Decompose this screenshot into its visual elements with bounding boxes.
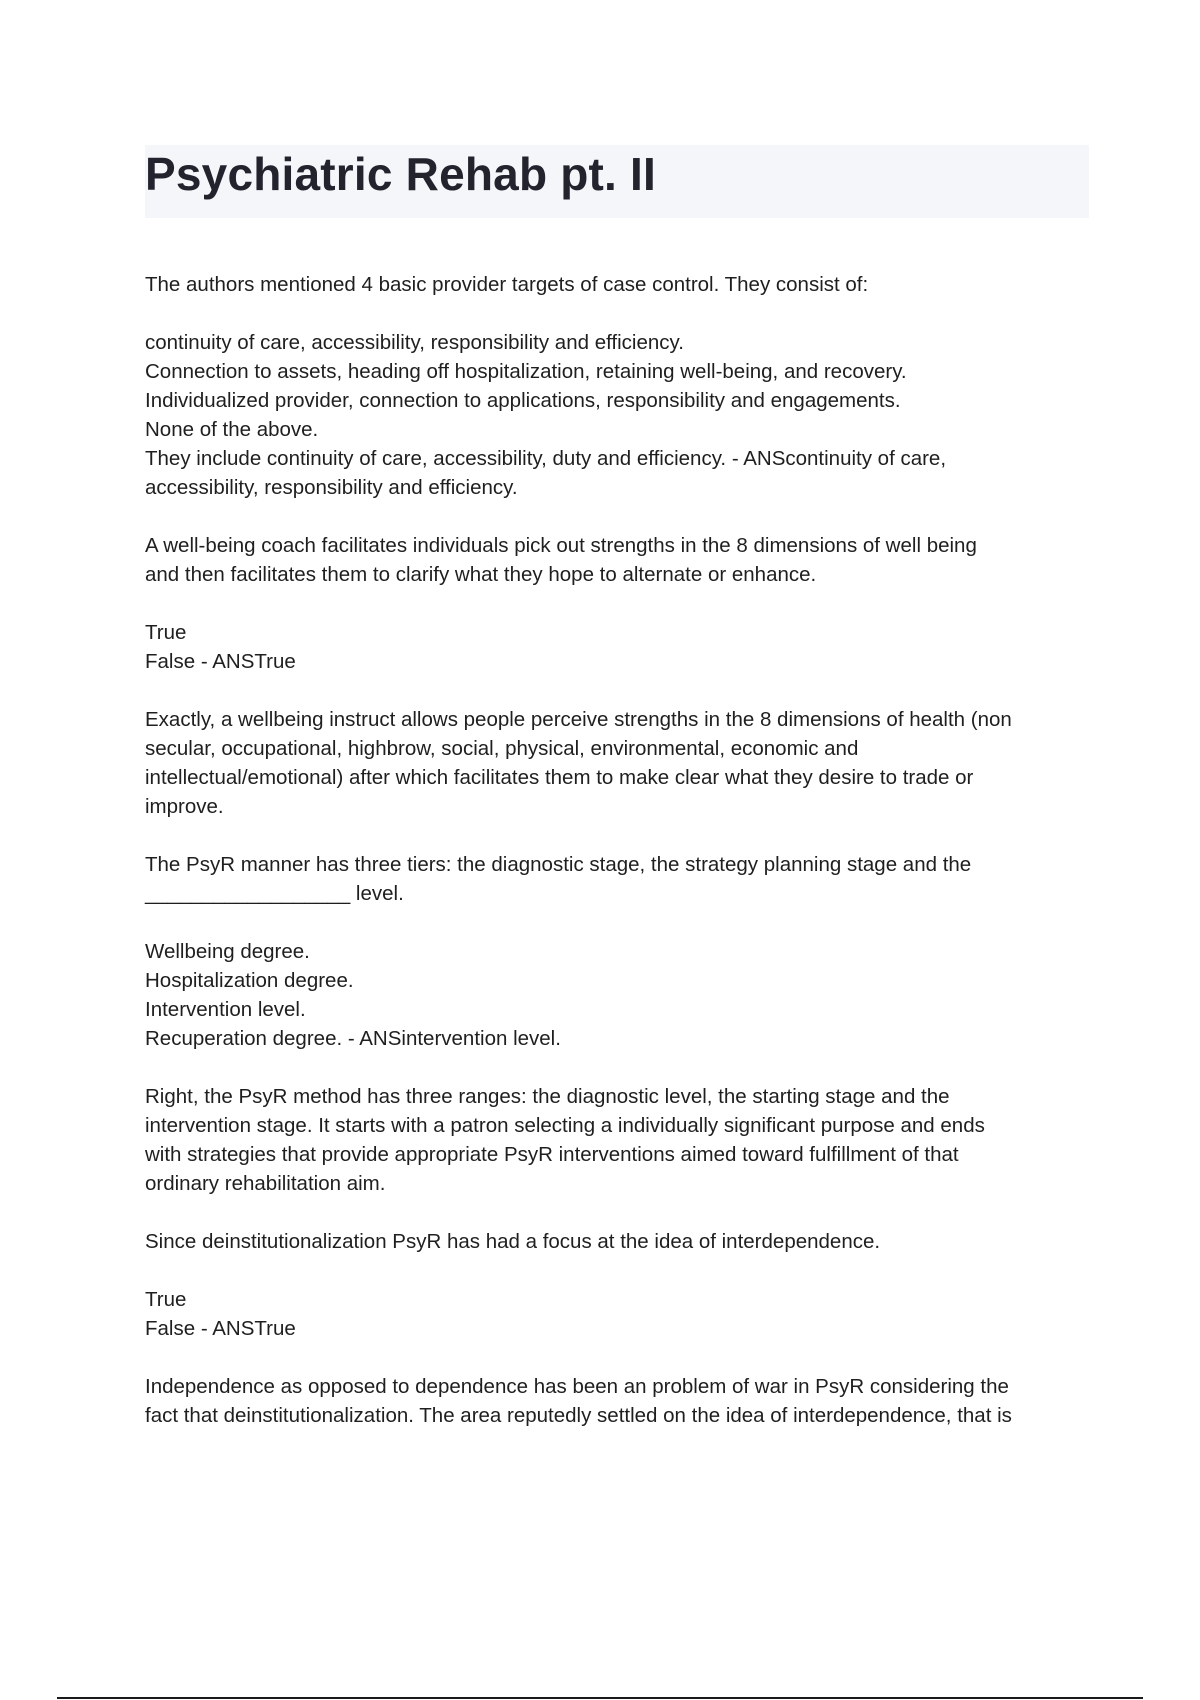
text-line: Intervention level. <box>145 998 306 1021</box>
paragraph <box>145 328 1095 502</box>
text-line: Individualized provider, connection to applications, responsibility and engagements. <box>145 389 901 412</box>
paragraph <box>145 850 1095 908</box>
text-line: Recuperation degree. - ANSintervention level. <box>145 1027 561 1050</box>
text-line: __________________ level. <box>145 882 404 905</box>
text-line: ordinary rehabilitation aim. <box>145 1172 386 1195</box>
bottom-divider <box>57 1697 1143 1699</box>
paragraph <box>145 1285 1095 1343</box>
text-line: secular, occupational, highbrow, social, physical, environmental, economic and <box>145 737 859 760</box>
text-line: The PsyR manner has three tiers: the diagnostic stage, the strategy planning stage and the <box>145 853 972 876</box>
text-line: intellectual/emotional) after which facilitates them to make clear what they desire to trade or <box>145 766 974 789</box>
text-line: True <box>145 621 187 644</box>
page-title: Psychiatric Rehab pt. II <box>145 148 656 200</box>
text-line: intervention stage. It starts with a patron selecting a individually significant purpose and ends <box>145 1114 985 1137</box>
text-line: None of the above. <box>145 418 319 441</box>
text-line: Right, the PsyR method has three ranges: the diagnostic level, the starting stage and the <box>145 1085 950 1108</box>
text-line: True <box>145 1288 187 1311</box>
text-line: Since deinstitutionalization PsyR has had a focus at the idea of interdependence. <box>145 1230 881 1253</box>
text-line: and then facilitates them to clarify what they hope to alternate or enhance. <box>145 563 817 586</box>
paragraph <box>145 1372 1095 1430</box>
text-line: Connection to assets, heading off hospitalization, retaining well-being, and recovery. <box>145 360 907 383</box>
text-line: False - ANSTrue <box>145 1317 296 1340</box>
paragraph <box>145 937 1095 1053</box>
paragraph <box>145 705 1095 821</box>
paragraph <box>145 270 1095 299</box>
text-line: Exactly, a wellbeing instruct allows people perceive strengths in the 8 dimensions of health (non <box>145 708 1012 731</box>
document-body <box>145 270 1095 1459</box>
text-line: continuity of care, accessibility, responsibility and efficiency. <box>145 331 684 354</box>
paragraph <box>145 1082 1095 1198</box>
text-line: False - ANSTrue <box>145 650 296 673</box>
paragraph <box>145 531 1095 589</box>
paragraph <box>145 1227 1095 1256</box>
text-line: fact that deinstitutionalization. The area reputedly settled on the idea of interdependence, that is <box>145 1404 1012 1427</box>
text-line: Hospitalization degree. <box>145 969 354 992</box>
text-line: improve. <box>145 795 224 818</box>
text-line: with strategies that provide appropriate PsyR interventions aimed toward fulfillment of that <box>145 1143 959 1166</box>
text-line: A well-being coach facilitates individuals pick out strengths in the 8 dimensions of well being <box>145 534 977 557</box>
text-line: The authors mentioned 4 basic provider targets of case control. They consist of: <box>145 273 869 296</box>
text-line: accessibility, responsibility and efficiency. <box>145 476 518 499</box>
text-line: Wellbeing degree. <box>145 940 310 963</box>
text-line: Independence as opposed to dependence has been an problem of war in PsyR considering the <box>145 1375 1009 1398</box>
text-line: They include continuity of care, accessibility, duty and efficiency. - ANScontinuity of care, <box>145 447 947 470</box>
paragraph <box>145 618 1095 676</box>
